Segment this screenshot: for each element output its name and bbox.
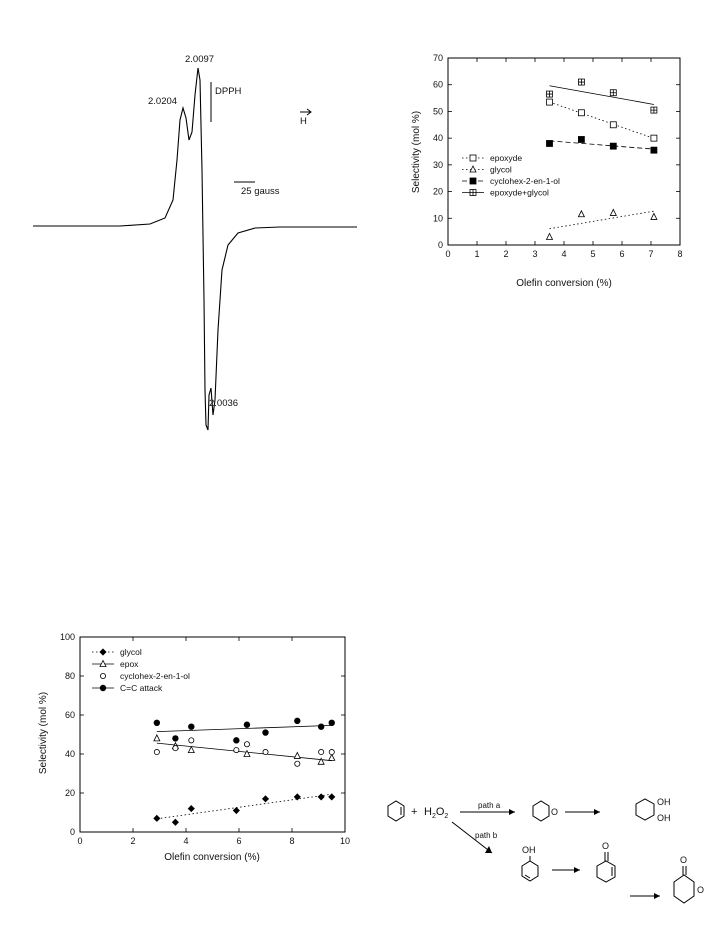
chart-1-ytick-label: 50	[432, 106, 443, 117]
chart-1-xtick-label: 8	[677, 249, 683, 259]
chart-1-ytick-label: 40	[432, 133, 443, 144]
chart-1-ylabel: Selectivity (mol %)	[411, 110, 422, 194]
chart-1-xtick-label: 1	[474, 249, 480, 259]
field-label: H	[300, 116, 307, 127]
chart-2-ytick-label: 100	[59, 632, 75, 642]
chart-2-legend-label-cyclohex-2-en-1-ol: cyclohex-2-en-1-ol	[120, 671, 190, 681]
chart-2-xlabel: Olefin conversion (%)	[164, 852, 260, 863]
h2o2-sub1: 2	[431, 813, 436, 820]
chart-1-ytick-label: 0	[437, 240, 443, 250]
chart-1-ytick-label: 60	[432, 79, 443, 90]
chart-2-legend-label-glycol: glycol	[120, 647, 142, 657]
diol-ring	[636, 799, 654, 820]
chart-2-legend-label-epox: epox	[120, 659, 139, 669]
h2o2-o: O	[435, 806, 445, 818]
chart-2-ytick-label: 20	[64, 788, 75, 798]
h2o2-h: H	[424, 806, 432, 818]
arrow-to-lactone-head-icon	[654, 893, 660, 899]
cyclohexene-ring	[388, 801, 404, 821]
chart-2-ytick-label: 60	[64, 710, 75, 720]
chart-1-xtick-label: 6	[619, 249, 625, 259]
lactone-carbonyl-o: O	[680, 855, 688, 865]
chart-1-ytick-label: 70	[432, 53, 443, 63]
diol-oh-1: OH	[657, 797, 671, 807]
chart-1-xtick-label: 0	[445, 249, 451, 259]
chart-2-xtick-label: 4	[183, 836, 189, 846]
lactone-ring-o: O	[697, 885, 705, 895]
chart-2-xtick-label: 6	[236, 836, 242, 846]
g-value-1: 2.0204	[148, 96, 178, 107]
chart-2-legend-label-c-c-attack: C=C attack	[120, 683, 163, 693]
enol-oh: OH	[522, 845, 536, 855]
chart-1-legend-label-cyclohex-2-en-1-ol: cyclohex-2-en-1-ol	[490, 176, 560, 186]
path-a-arrow-head-icon	[509, 809, 515, 815]
chart-1-legend-label-epoxyde-glycol: epoxyde+glycol	[490, 187, 549, 198]
chart-2-ytick-label: 40	[64, 749, 75, 759]
arrow-to-enone-head-icon	[574, 867, 580, 873]
dpph-label: DPPH	[215, 86, 242, 97]
epoxide-o: O	[551, 807, 559, 817]
chart-2-xtick-label: 10	[339, 836, 351, 846]
chart-2-ylabel: Selectivity (mol %)	[38, 691, 49, 775]
chart-1-legend-label-glycol: glycol	[490, 164, 512, 175]
chart-1-ytick-label: 30	[432, 159, 443, 170]
chart-2-xtick-label: 0	[77, 836, 83, 846]
chart-1-xtick-label: 5	[590, 249, 596, 259]
epoxide-ring	[533, 801, 549, 821]
chart-1-xlabel: Olefin conversion (%)	[516, 278, 612, 289]
chart-2-ytick-label: 80	[64, 671, 75, 681]
path-b-label: path b	[475, 831, 498, 840]
plus-sign: +	[411, 806, 418, 818]
chart-2-xtick-label: 2	[130, 836, 136, 846]
arrow-to-diol-head-icon	[594, 809, 600, 815]
chart-1-xtick-label: 7	[648, 249, 654, 259]
enol-double-bond	[525, 875, 530, 878]
scale-label: 25 gauss	[241, 186, 280, 197]
chart-1-xtick-label: 4	[561, 249, 567, 259]
h2o2-sub2: 2	[444, 813, 449, 820]
path-a-label: path a	[478, 801, 501, 810]
g-value-2: 2.0097	[185, 54, 215, 65]
h2o2	[424, 806, 448, 820]
path-b-arrow-head-icon	[485, 846, 492, 853]
chart-2-xtick-label: 8	[289, 836, 295, 846]
chart-1-xtick-label: 2	[503, 249, 509, 259]
lactone-ring	[674, 875, 694, 903]
g-value-3: 2.0036	[209, 398, 239, 409]
chart-1-ytick-label: 10	[432, 213, 443, 224]
chart-1-legend-label-epoxyde: epoxyde	[490, 153, 523, 163]
chart-2-ytick-label: 0	[69, 827, 75, 837]
chart-1-ytick-label: 20	[432, 186, 443, 197]
chart-1-xtick-label: 3	[532, 249, 538, 259]
diol-oh-2: OH	[657, 813, 671, 823]
enone-o: O	[602, 841, 610, 851]
